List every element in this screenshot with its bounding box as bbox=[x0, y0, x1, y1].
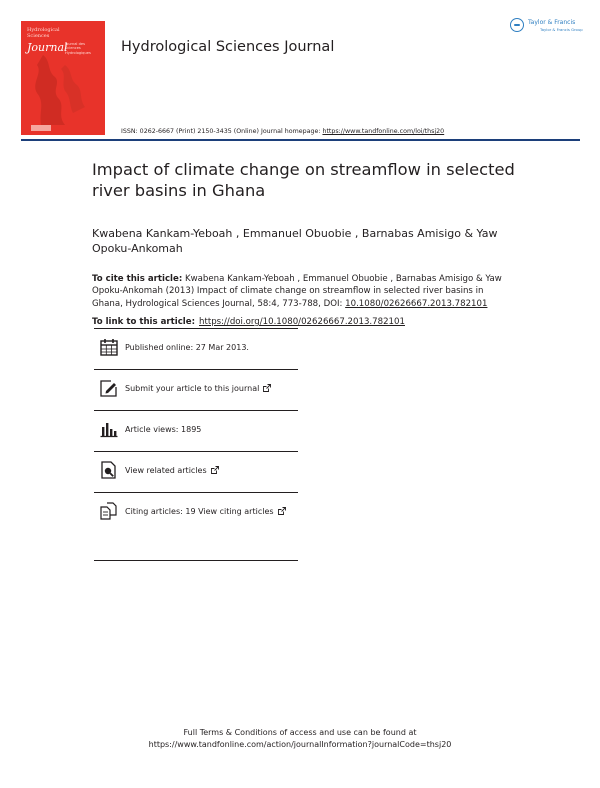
info-item-views bbox=[94, 410, 298, 451]
external-link-icon bbox=[211, 466, 219, 474]
citation-label: To cite this article: bbox=[92, 274, 183, 284]
article-link-line bbox=[92, 317, 405, 327]
info-list-end-divider bbox=[94, 560, 298, 561]
publisher-name: Taylor & Francis bbox=[528, 19, 576, 26]
journal-homepage-link[interactable]: https://www.tandfonline.com/loi/thsj20 bbox=[322, 128, 445, 135]
cover-top-text: Hydrological Sciences bbox=[27, 27, 60, 39]
footer bbox=[100, 727, 500, 751]
citation-text: Kwabena Kankam-Yeboah , Emmanuel Obuobie , Barnabas Amisigo & Yaw Opoku-Ankomah (2013) Impact of climate change on streamflow in selected river basins in Ghana, Hydrological Sciences Journal, 58:4, 773-788, DOI: bbox=[92, 274, 502, 309]
info-item-citing[interactable] bbox=[94, 492, 298, 533]
cover-subtitle: Journal des Sciences Hydrologiques bbox=[65, 42, 91, 55]
edit-icon bbox=[100, 379, 118, 397]
info-item-submit[interactable] bbox=[94, 369, 298, 410]
submit-article-text: Submit your article to this journal bbox=[125, 384, 260, 393]
header-divider bbox=[21, 139, 580, 141]
bar-chart-icon bbox=[100, 420, 118, 438]
submit-article-link[interactable] bbox=[125, 384, 271, 393]
footer-terms-link[interactable]: https://www.tandfonline.com/action/journalInformation?journalCode=thsj20 bbox=[148, 740, 452, 749]
cover-publisher-logo bbox=[31, 125, 51, 131]
article-views-text: Article views: 1895 bbox=[125, 425, 202, 434]
external-link-icon bbox=[263, 384, 271, 392]
journal-title[interactable]: Hydrological Sciences Journal bbox=[121, 39, 335, 55]
article-doi-url[interactable]: https://doi.org/10.1080/02626667.2013.782101 bbox=[199, 317, 405, 327]
citation-block bbox=[92, 273, 517, 310]
info-item-related[interactable] bbox=[94, 451, 298, 492]
journal-cover-image[interactable] bbox=[21, 21, 105, 135]
related-articles-text: View related articles bbox=[125, 466, 207, 475]
info-item-published bbox=[94, 328, 298, 369]
issn-line bbox=[121, 128, 444, 135]
calendar-icon bbox=[100, 338, 118, 356]
article-title: Impact of climate change on streamflow in selected river basins in Ghana bbox=[92, 160, 515, 200]
published-online-text: Published online: 27 Mar 2013. bbox=[125, 343, 249, 352]
publisher-group: Taylor & Francis Group bbox=[540, 27, 583, 32]
publisher-logo[interactable] bbox=[510, 17, 582, 35]
external-link-icon bbox=[278, 507, 286, 515]
link-label: To link to this article: bbox=[92, 317, 196, 327]
doi-link[interactable]: 10.1080/02626667.2013.782101 bbox=[345, 298, 488, 309]
cover-journal-word: Journal bbox=[27, 41, 68, 54]
search-document-icon bbox=[100, 461, 118, 479]
citing-articles-text: Citing articles: 19 View citing articles bbox=[125, 507, 274, 516]
footer-terms-text: Full Terms & Conditions of access and use can be found at bbox=[183, 728, 417, 737]
citing-articles-link[interactable] bbox=[125, 507, 286, 516]
publisher-logo-icon bbox=[510, 18, 524, 32]
citing-articles-icon bbox=[100, 502, 118, 520]
related-articles-link[interactable] bbox=[125, 466, 219, 475]
article-authors: Kwabena Kankam-Yeboah , Emmanuel Obuobie , Barnabas Amisigo & Yaw Opoku-Ankomah bbox=[92, 227, 498, 255]
issn-text: ISSN: 0262-6667 (Print) 2150-3435 (Online) Journal homepage: bbox=[121, 128, 321, 135]
